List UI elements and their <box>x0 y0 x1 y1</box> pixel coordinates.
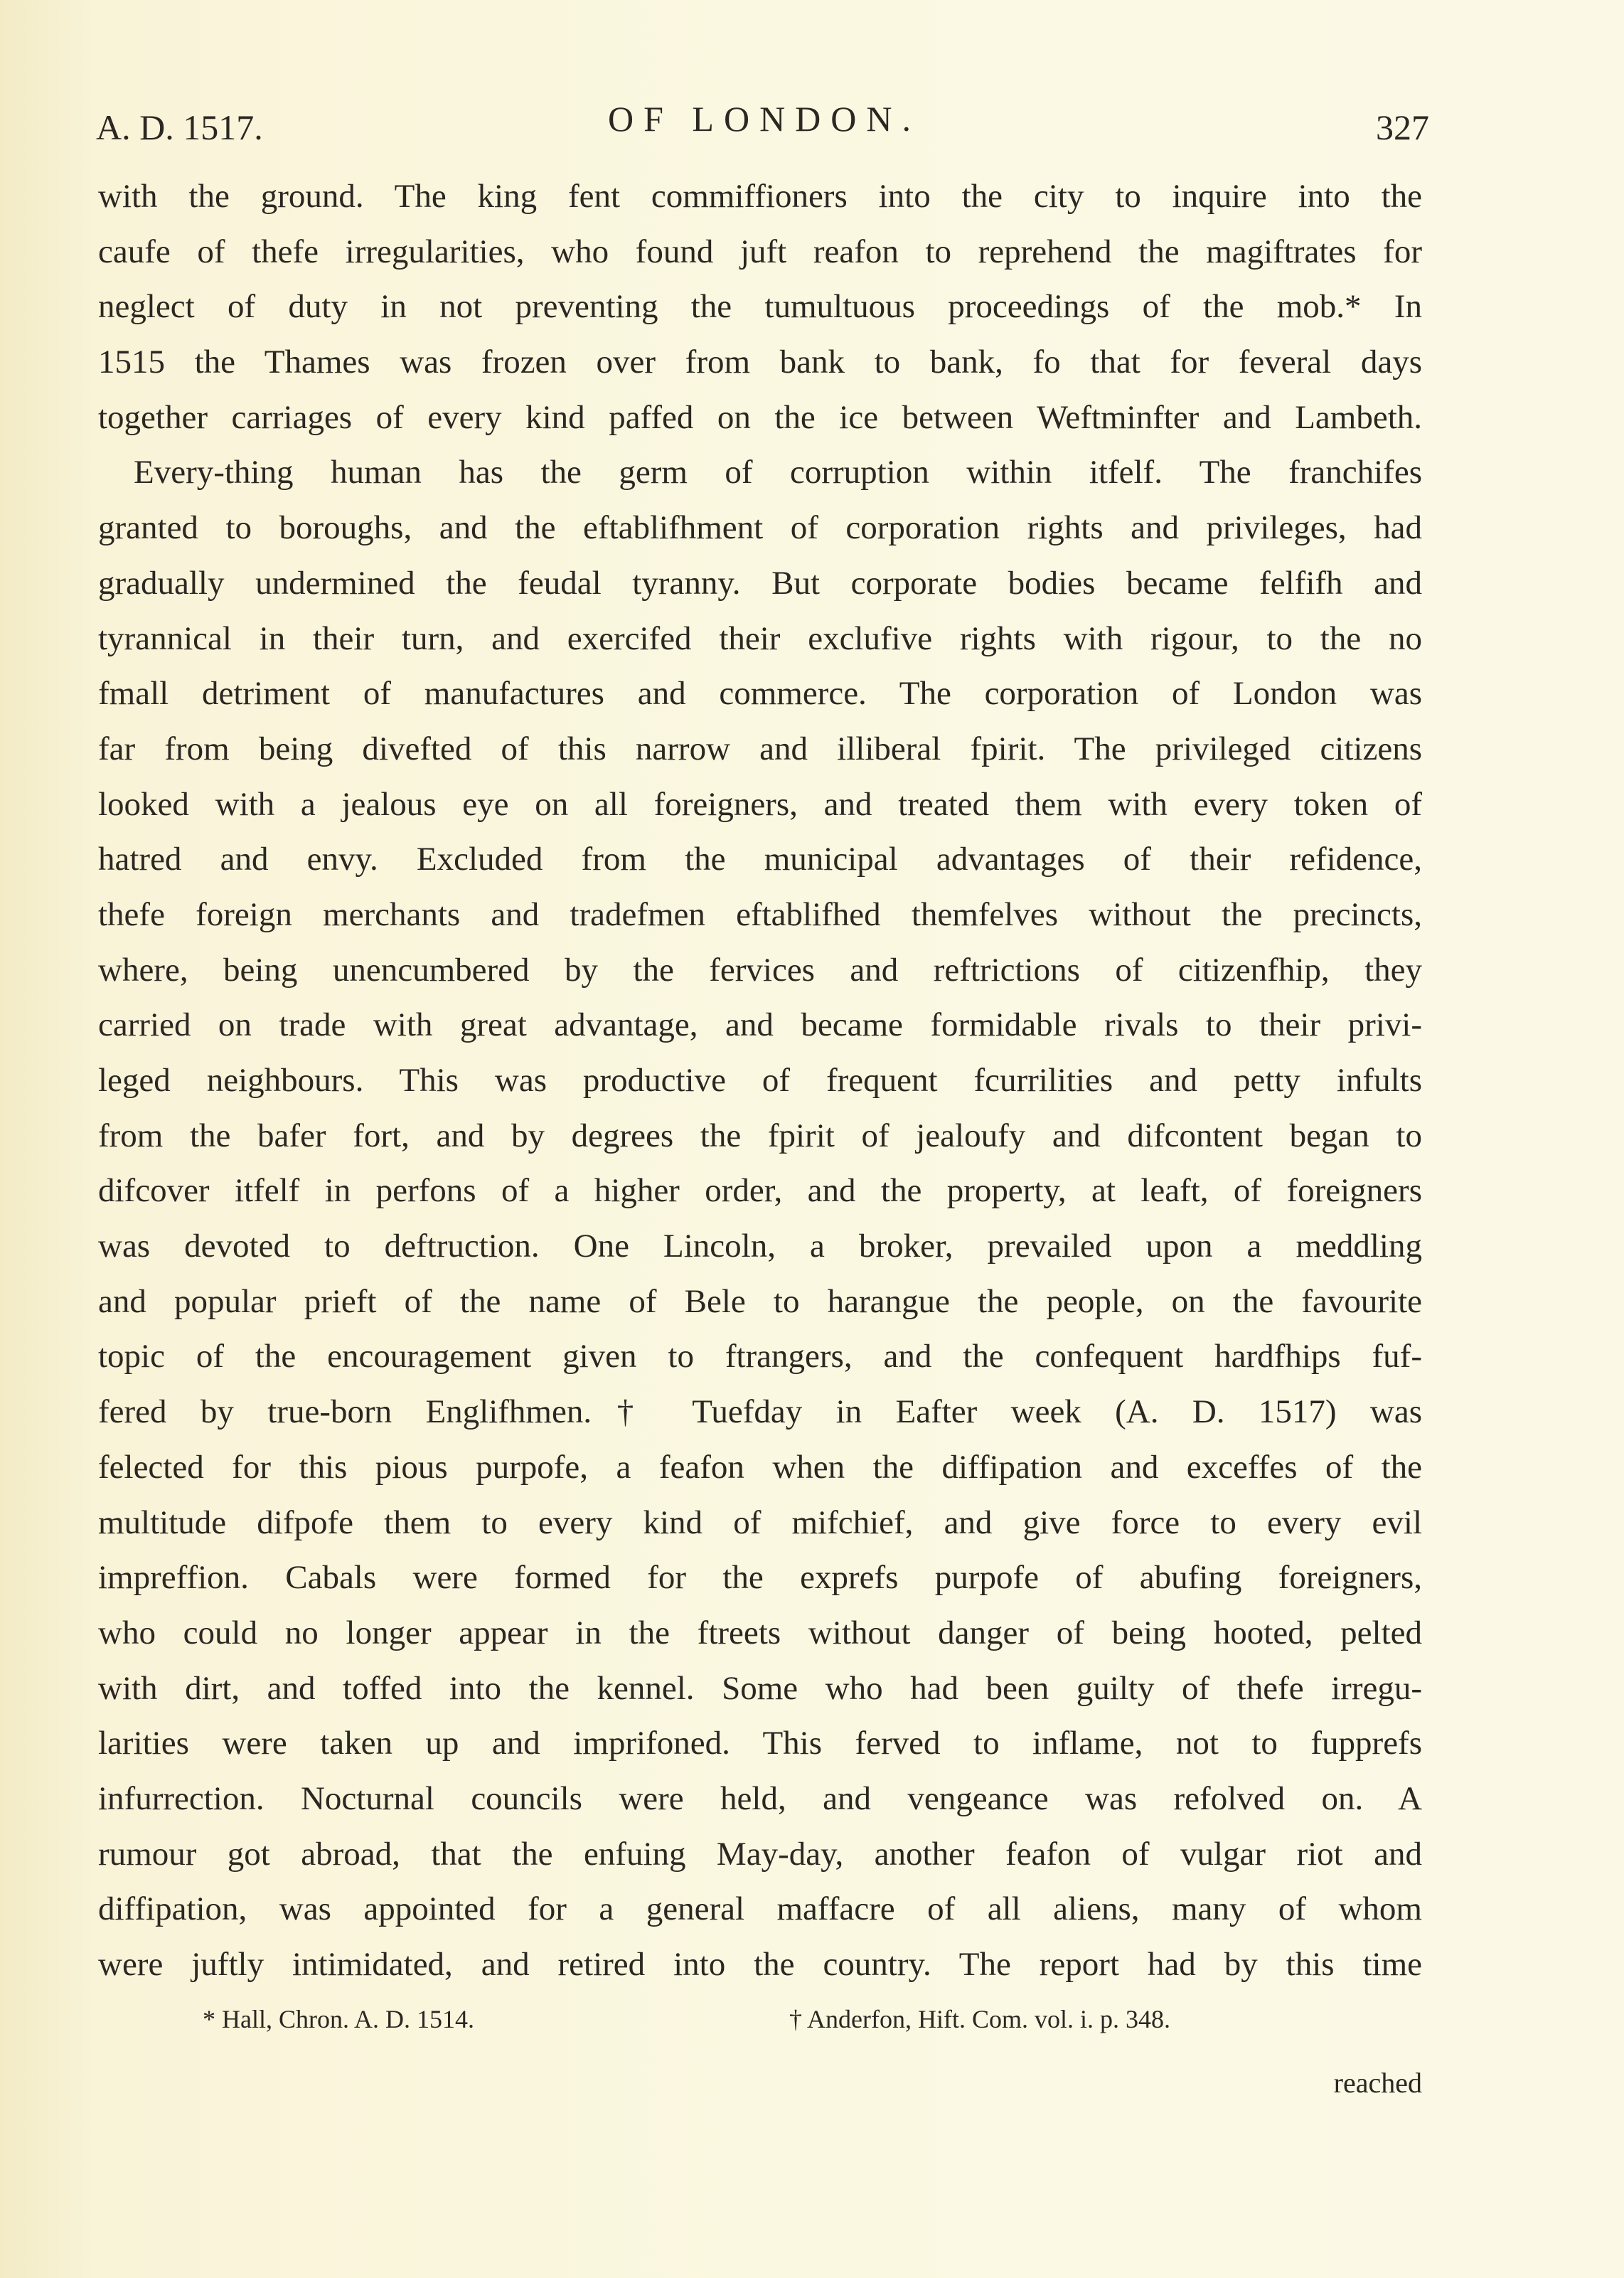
running-head-title: OF LONDON. <box>608 99 921 139</box>
text-line: and popular prieft of the name of Bele to harangue the people, on the favourite <box>98 1282 1422 1320</box>
text-line: gradually undermined the feudal tyranny. But corporate bodies became felfifh and <box>98 564 1422 602</box>
text-line: diffipation, was appointed for a general maffacre of all aliens, many of whom <box>98 1890 1422 1928</box>
text-line: larities were taken up and imprifoned. This ferved to inflame, not to fupprefs <box>98 1725 1422 1762</box>
catchword: reached <box>1333 2067 1422 2099</box>
running-head-date: A. D. 1517. <box>96 107 263 147</box>
text-line: tyrannical in their turn, and exercifed their exclufive rights with rigour, to the no <box>98 619 1422 657</box>
page-number: 327 <box>1376 107 1429 147</box>
text-line: who could no longer appear in the ftreets without danger of being hooted, pelted <box>98 1614 1422 1651</box>
text-line: difcover itfelf in perfons of a higher order, and the property, at leaft, of foreigners <box>98 1172 1422 1210</box>
text-line: neglect of duty in not preventing the tumultuous proceedings of the mob.* In <box>98 288 1422 326</box>
text-line: caufe of thefe irregularities, who found juft reafon to reprehend the magiftrates for <box>98 233 1422 270</box>
text-line: fmall detriment of manufactures and commerce. The corporation of London was <box>98 675 1422 713</box>
text-line: far from being divefted of this narrow and illiberal fpirit. The privileged citizens <box>98 730 1422 767</box>
text-line: hatred and envy. Excluded from the municipal advantages of their refidence, <box>98 841 1422 878</box>
text-line: fered by true-born Englifhmen.† Tuefday in Eafter week (A. D. 1517) was <box>98 1393 1422 1431</box>
text-line: were juftly intimidated, and retired into the country. The report had by this time <box>98 1946 1422 1983</box>
text-line: impreffion. Cabals were formed for the exprefs purpofe of abufing foreigners, <box>98 1559 1422 1597</box>
text-line: rumour got abroad, that the enfuing May-day, another feafon of vulgar riot and <box>98 1835 1422 1873</box>
text-line: was devoted to deftruction. One Lincoln, a broker, prevailed upon a meddling <box>98 1228 1422 1265</box>
text-line: felected for this pious purpofe, a feafon when the diffipation and exceffes of the <box>98 1448 1422 1486</box>
text-line: 1515 the Thames was frozen over from bank to bank, fo that for feveral days <box>98 344 1422 381</box>
text-line: leged neighbours. This was productive of frequent fcurrilities and petty infults <box>98 1062 1422 1099</box>
text-line: from the bafer fort, and by degrees the fpirit of jealoufy and difcontent began to <box>98 1117 1422 1154</box>
text-line: together carriages of every kind paffed on the ice between Weftminfter and Lambeth. <box>98 398 1422 436</box>
text-line: looked with a jealous eye on all foreigners, and treated them with every token of <box>98 785 1422 823</box>
text-line: granted to boroughs, and the eftablifhment of corporation rights and privileges, had <box>98 509 1422 547</box>
body-text <box>98 169 1422 1993</box>
text-line: thefe foreign merchants and tradefmen eftablifhed themfelves without the precincts, <box>98 895 1422 933</box>
text-line: multitude difpofe them to every kind of mifchief, and give force to every evil <box>98 1503 1422 1541</box>
text-line: topic of the encouragement given to ftrangers, and the confequent hardfhips fuf- <box>98 1338 1422 1375</box>
text-line: infurrection. Nocturnal councils were held, and vengeance was refolved on. A <box>98 1779 1422 1817</box>
footnote-1: * Hall, Chron. A. D. 1514. <box>203 2005 474 2033</box>
text-line: with the ground. The king fent commiffioners into the city to inquire into the <box>98 178 1422 215</box>
footnote-2: † Anderfon, Hift. Com. vol. i. p. 348. <box>789 2005 1170 2033</box>
text-line: Every-thing human has the germ of corruption within itfelf. The franchifes <box>134 454 1422 491</box>
text-line: with dirt, and toffed into the kennel. Some who had been guilty of thefe irregu- <box>98 1669 1422 1707</box>
text-line: carried on trade with great advantage, and became formidable rivals to their privi- <box>98 1006 1422 1044</box>
text-line: where, being unencumbered by the fervices and reftrictions of citizenfhip, they <box>98 951 1422 989</box>
